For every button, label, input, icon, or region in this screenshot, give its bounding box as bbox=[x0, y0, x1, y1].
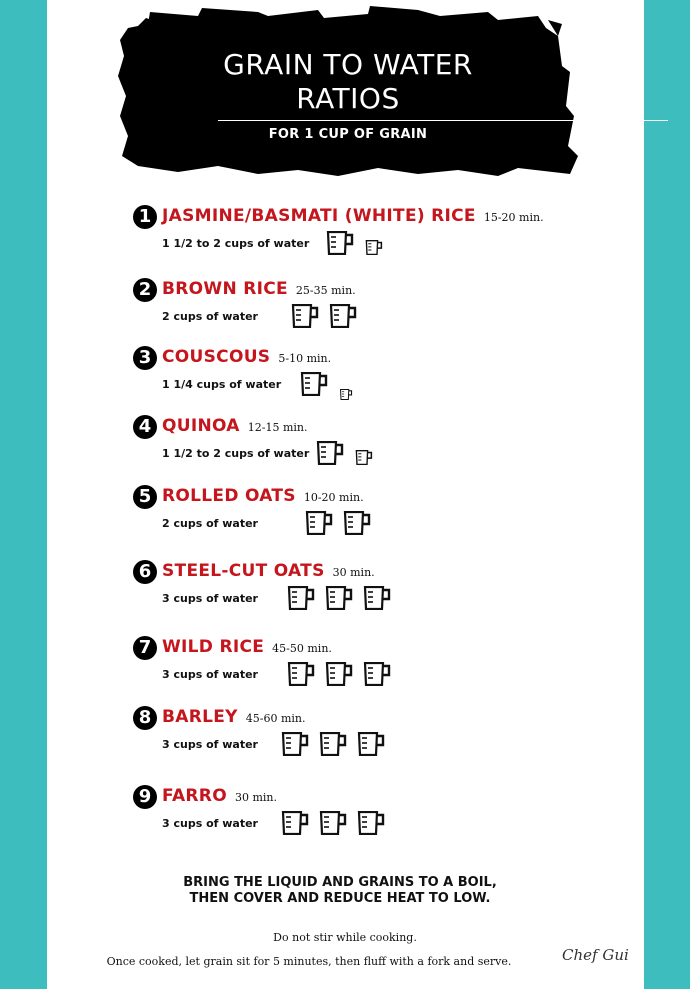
grain-number-badge: 5 bbox=[133, 485, 157, 509]
grain-item bbox=[133, 785, 653, 847]
measuring-cup-icon bbox=[281, 732, 311, 760]
measuring-cup-icon bbox=[329, 304, 359, 332]
measuring-cup-icon bbox=[325, 662, 355, 690]
cook-time: 25-35 min. bbox=[295, 284, 356, 297]
water-amount: 2 cups of water bbox=[162, 517, 258, 530]
grain-name-text: ROLLED OATS bbox=[162, 486, 296, 506]
water-amount: 3 cups of water bbox=[162, 668, 258, 681]
grain-number-badge: 8 bbox=[133, 706, 157, 730]
grain-item bbox=[133, 415, 653, 477]
measuring-cup-icon bbox=[316, 441, 346, 469]
grain-item bbox=[133, 205, 653, 267]
grain-number-badge: 6 bbox=[133, 560, 157, 584]
title-line-2: RATIOS bbox=[296, 82, 400, 115]
grain-number-badge: 1 bbox=[133, 205, 157, 229]
measuring-cup-icon bbox=[326, 231, 356, 259]
grain-name-text: COUSCOUS bbox=[162, 347, 271, 367]
page-title bbox=[118, 48, 578, 116]
cook-time: 30 min. bbox=[234, 791, 277, 804]
page-subtitle: FOR 1 CUP OF GRAIN bbox=[268, 127, 428, 142]
measuring-cup-icon bbox=[357, 811, 387, 839]
grain-number-badge: 2 bbox=[133, 278, 157, 302]
grain-name bbox=[162, 277, 356, 303]
grain-number-badge: 3 bbox=[133, 346, 157, 370]
measuring-cup-icon bbox=[364, 240, 385, 259]
water-amount: 1 1/4 cups of water bbox=[162, 378, 282, 391]
water-amount: 3 cups of water bbox=[162, 738, 258, 751]
grain-name-text: BROWN RICE bbox=[162, 279, 288, 299]
cook-time: 10-20 min. bbox=[303, 491, 364, 504]
measuring-cup-icon bbox=[287, 586, 317, 614]
measuring-cup-icon bbox=[319, 811, 349, 839]
header-banner bbox=[118, 6, 578, 178]
measuring-cup-icon bbox=[363, 586, 393, 614]
grain-name bbox=[162, 204, 544, 230]
title-line-1: GRAIN TO WATER bbox=[223, 48, 473, 81]
measuring-cup-icon bbox=[300, 372, 330, 400]
grain-item bbox=[133, 560, 653, 622]
cooking-instruction: BRING THE LIQUID AND GRAINS TO A BOIL, THEN COVER AND REDUCE HEAT TO LOW. bbox=[183, 875, 497, 906]
water-amount: 3 cups of water bbox=[162, 817, 258, 830]
grain-name-text: QUINOA bbox=[162, 416, 240, 436]
grain-item bbox=[133, 278, 653, 340]
water-amount: 3 cups of water bbox=[162, 592, 258, 605]
water-amount: 1 1/2 to 2 cups of water bbox=[162, 237, 310, 250]
grain-item bbox=[133, 706, 653, 768]
measuring-cup-icon bbox=[354, 450, 375, 469]
title-divider bbox=[218, 120, 668, 121]
cook-time: 15-20 min. bbox=[483, 211, 544, 224]
grain-number-badge: 9 bbox=[133, 785, 157, 809]
grain-name bbox=[162, 559, 375, 585]
cook-time: 5-10 min. bbox=[278, 352, 332, 365]
cook-time: 30 min. bbox=[332, 566, 375, 579]
measuring-cup-icon bbox=[319, 732, 349, 760]
measuring-cup-icon bbox=[357, 732, 387, 760]
grain-name-text: BARLEY bbox=[162, 707, 238, 727]
grain-item bbox=[133, 346, 653, 408]
grain-name bbox=[162, 705, 306, 731]
chef-signature: Chef Gui bbox=[562, 946, 629, 964]
measuring-cup-icon bbox=[281, 811, 311, 839]
measuring-cup-icon bbox=[363, 662, 393, 690]
cook-time: 45-60 min. bbox=[245, 712, 306, 725]
grain-number-badge: 7 bbox=[133, 636, 157, 660]
grain-name-text: FARRO bbox=[162, 786, 227, 806]
measuring-cup-icon bbox=[305, 511, 335, 539]
grain-item bbox=[133, 636, 653, 698]
grain-name bbox=[162, 784, 277, 810]
measuring-cup-icon bbox=[325, 586, 355, 614]
measuring-cup-icon bbox=[287, 662, 317, 690]
stir-note: Do not stir while cooking. bbox=[273, 931, 417, 944]
cook-time: 12-15 min. bbox=[247, 421, 308, 434]
grain-name bbox=[162, 345, 331, 371]
grain-name bbox=[162, 484, 364, 510]
cook-time: 45-50 min. bbox=[272, 642, 332, 655]
grain-name bbox=[162, 414, 308, 440]
grain-name bbox=[162, 635, 332, 661]
measuring-cup-icon bbox=[291, 304, 321, 332]
grain-item bbox=[133, 485, 653, 547]
grain-number-badge: 4 bbox=[133, 415, 157, 439]
measuring-cup-icon bbox=[343, 511, 373, 539]
water-amount: 1 1/2 to 2 cups of water bbox=[162, 447, 310, 460]
water-amount: 2 cups of water bbox=[162, 310, 258, 323]
grain-name-text: JASMINE/BASMATI (WHITE) RICE bbox=[162, 206, 476, 226]
grain-name-text: WILD RICE bbox=[162, 637, 265, 657]
grain-name-text: STEEL-CUT OATS bbox=[162, 561, 325, 581]
resting-note: Once cooked, let grain sit for 5 minutes, then fluff with a fork and serve. bbox=[106, 955, 512, 968]
measuring-cup-icon bbox=[338, 385, 355, 404]
